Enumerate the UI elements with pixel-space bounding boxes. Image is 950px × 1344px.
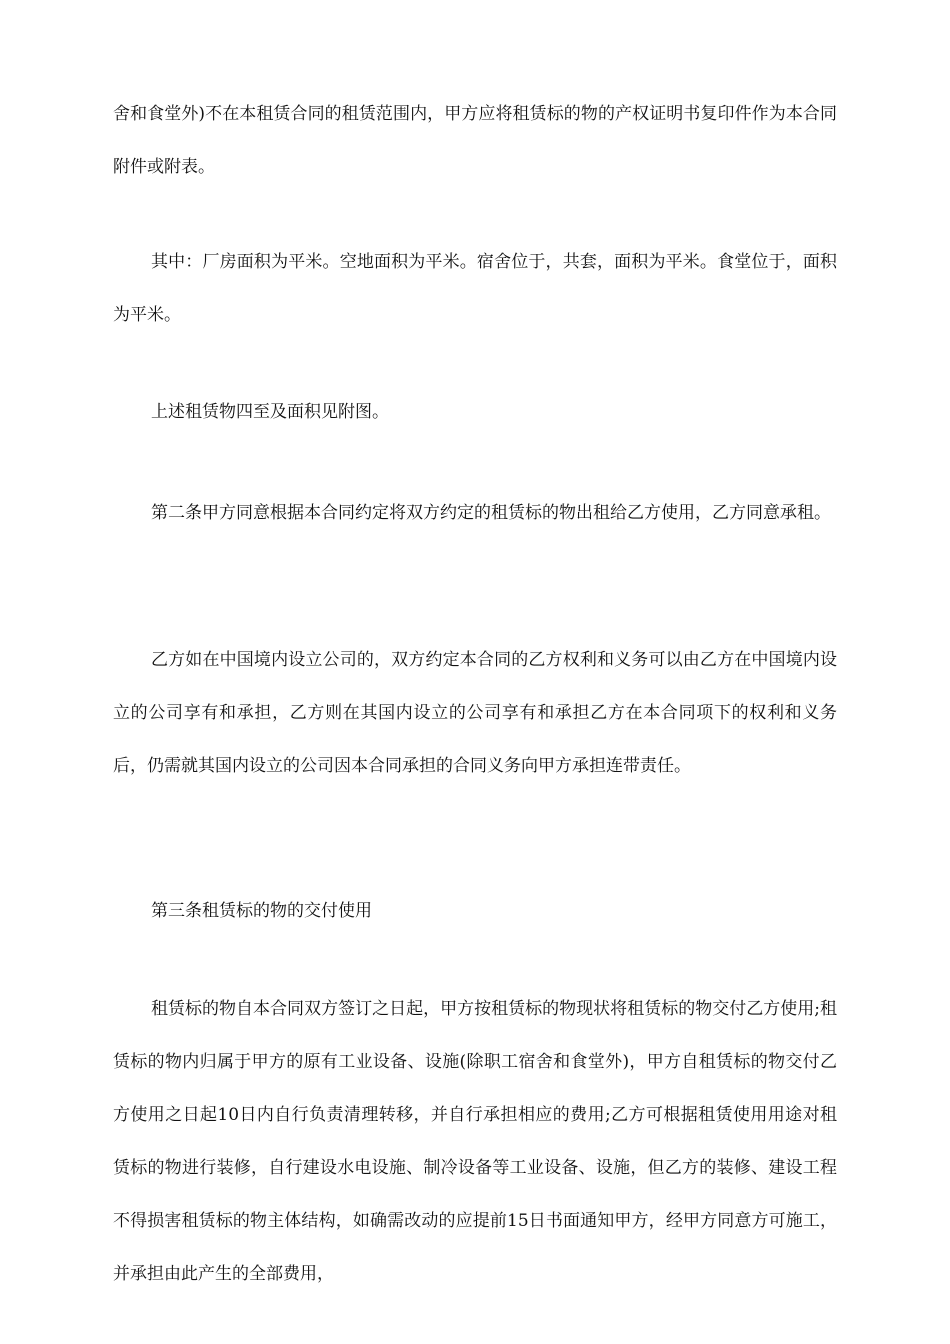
paragraph-area-details: 其中：厂房面积为平米。空地面积为平米。宿舍位于，共套，面积为平米。食堂位于，面积为平米。 bbox=[113, 252, 837, 325]
paragraph-delivery-terms: 租赁标的物自本合同双方签订之日起，甲方按租赁标的物现状将租赁标的物交付乙方使用;租赁标的物内归属于甲方的原有工业设备、设施(除职工宿舍和食堂外)，甲方自租赁标的物交付乙方使用之日起10日内自行负责清理转移，并自行承担相应的费用;乙方可根据租赁使用用途对租赁标的物进行装修，自行建设水电设施、制冷设备等工业设备、设施，但乙方的装修、建设工程不得损害租赁标的物主体结构，如确需改动的应提前15日书面通知甲方，经甲方同意方可施工，并承担由此产生的全部费用， bbox=[113, 999, 837, 1284]
paragraph-lease-scope: 舍和食堂外)不在本租赁合同的租赁范围内，甲方应将租赁标的物的产权证明书复印件作为本合同附件或附表。 bbox=[113, 104, 837, 177]
paragraph-article-three-heading: 第三条租赁标的物的交付使用 bbox=[151, 901, 372, 921]
paragraph-boundary-map: 上述租赁物四至及面积见附图。 bbox=[151, 402, 389, 422]
paragraph-article-two: 第二条甲方同意根据本合同约定将双方约定的租赁标的物出租给乙方使用，乙方同意承租。 bbox=[151, 503, 831, 523]
paragraph-domestic-company: 乙方如在中国境内设立公司的，双方约定本合同的乙方权利和义务可以由乙方在中国境内设立的公司享有和承担，乙方则在其国内设立的公司享有和承担乙方在本合同项下的权利和义务后，仍需就其国内设立的公司因本合同承担的合同义务向甲方承担连带责任。 bbox=[113, 650, 837, 776]
